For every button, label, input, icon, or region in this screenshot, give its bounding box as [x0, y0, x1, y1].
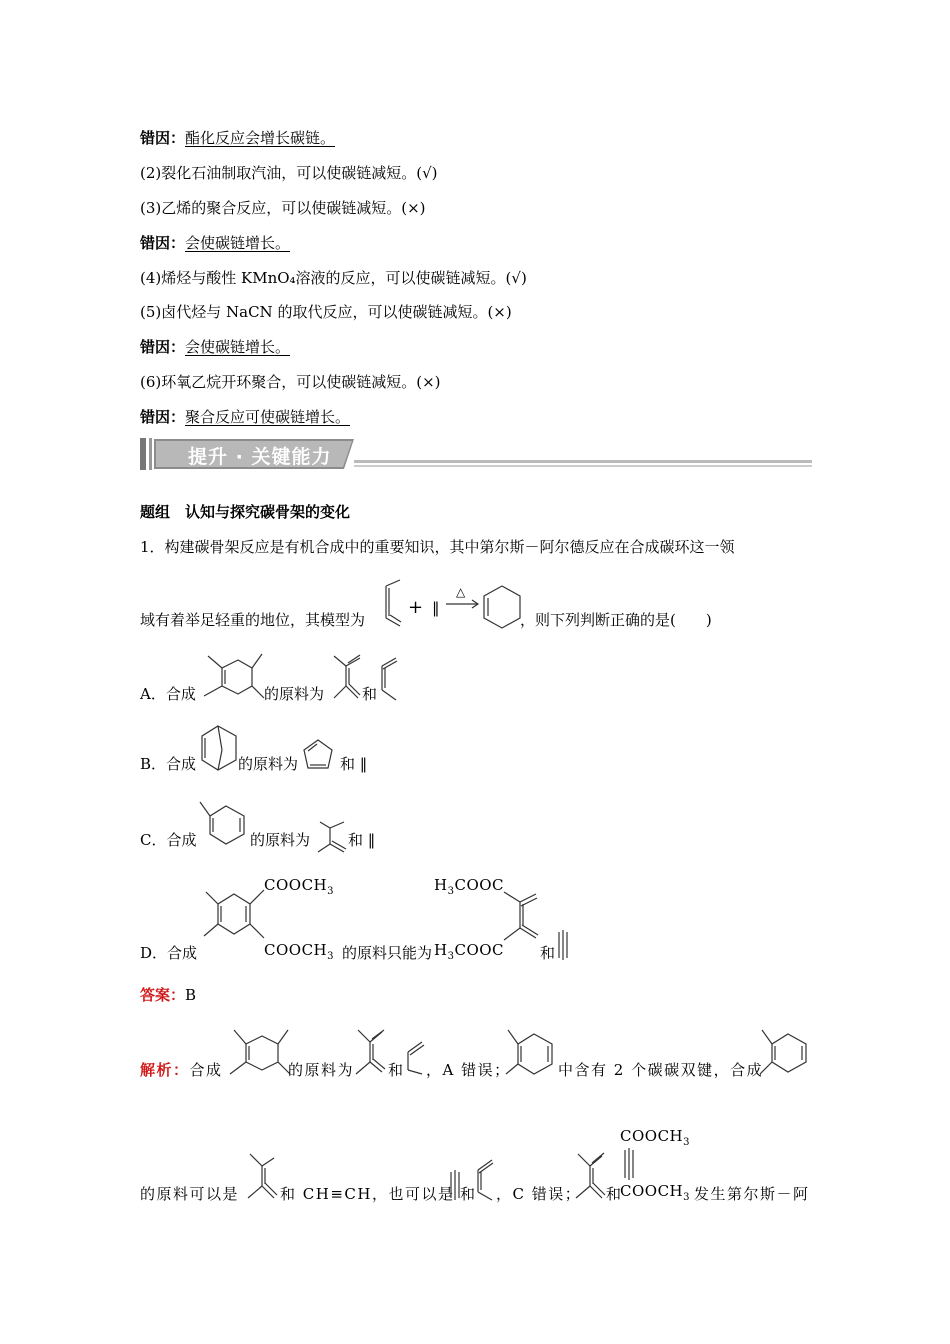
- analysis-cyclohexadiene-1: [504, 1028, 560, 1080]
- option-c-reactant: [314, 822, 350, 854]
- option-d-h3cooc-bottom: [434, 940, 504, 967]
- analysis-reactant-1: [352, 1026, 388, 1078]
- cooch3-text: COOCH: [264, 941, 328, 959]
- section-header: [140, 438, 812, 470]
- analysis-reactant-3: [244, 1152, 280, 1204]
- subscript: 3: [683, 1137, 691, 1148]
- option-a-reactant-1: [330, 650, 364, 702]
- option-b-prefix: B．合成: [140, 755, 197, 773]
- error-reason-5: [140, 337, 290, 357]
- subscript: 3: [327, 886, 335, 897]
- cooch3-text: COOCH: [620, 1127, 684, 1145]
- cooch3-text: COOCH: [264, 876, 328, 894]
- analysis-and-q3: 和: [460, 1185, 476, 1203]
- subscript: 3: [447, 886, 455, 897]
- h-text: H: [434, 941, 448, 959]
- subscript: 3: [447, 951, 455, 962]
- option-d-cooch3-bottom: [264, 940, 334, 967]
- error-label: 错因：: [140, 408, 186, 426]
- error-text: 酯化反应会增长碳链。: [185, 129, 336, 147]
- question-stem-line2b: ，则下列判断正确的是( ): [520, 611, 712, 629]
- analysis-text-q4: ，C 错误；: [496, 1185, 582, 1203]
- analysis-product-1: [222, 1024, 292, 1082]
- question-stem-line2a: 域有着举足轻重的地位，其模型为: [140, 611, 366, 629]
- judgment-3: (3)乙烯的聚合反应，可以使碳链减短。(×): [140, 199, 426, 217]
- option-d-alkyne: [556, 928, 572, 962]
- error-text: 会使碳链增长。: [185, 234, 291, 252]
- analysis-text-2: 的原料为: [288, 1061, 355, 1079]
- question-group-title: 题组 认知与探究碳骨架的变化: [140, 503, 351, 521]
- analysis-reactant-2: [404, 1040, 428, 1076]
- answer-label: 答案：: [140, 986, 186, 1004]
- analysis-line2-start: 的原料可以是: [140, 1185, 240, 1203]
- judgment-4: (4)烯烃与酸性 KMnO₄溶液的反应，可以使碳链减短。(√): [140, 269, 527, 287]
- option-a[interactable]: [140, 684, 196, 704]
- error-label: 错因：: [140, 234, 186, 252]
- h-text: H: [434, 876, 448, 894]
- analysis-reactant-5: [572, 1150, 608, 1204]
- analysis-cooch3-bottom: [620, 1181, 690, 1208]
- heat-symbol: △: [456, 585, 466, 599]
- subscript: 3: [683, 1192, 691, 1203]
- question-stem-line1: 1．构建碳骨架反应是有机合成中的重要知识，其中第尔斯－阿尔德反应在合成碳环这一领: [140, 538, 735, 556]
- option-d[interactable]: [140, 943, 197, 963]
- analysis-and-q5: 和: [606, 1185, 622, 1203]
- section-title: 提升 · 关键能力: [188, 446, 332, 468]
- option-a-prefix: A．合成: [140, 685, 196, 703]
- analysis-and-1: 和: [388, 1061, 404, 1079]
- error-reason-1: [140, 128, 335, 148]
- error-label: 错因：: [140, 338, 186, 356]
- analysis-alkyne-2: [622, 1146, 638, 1182]
- judgment-2: (2)裂化石油制取汽油，可以使碳链减短。(√): [140, 164, 438, 182]
- option-b[interactable]: [140, 754, 196, 774]
- answer-value: B: [185, 986, 197, 1004]
- analysis-reactant-4: [474, 1158, 498, 1202]
- analysis-text: 合成: [189, 1061, 223, 1079]
- error-reason-3: [140, 233, 290, 253]
- option-d-h3cooc-top: [434, 875, 504, 902]
- analysis-label: 解析：: [140, 1061, 190, 1079]
- cooc-text: COOC: [454, 876, 505, 894]
- option-d-and: 和: [540, 944, 556, 962]
- option-d-diene-structure: [502, 888, 544, 948]
- option-b-product-structure: [198, 722, 240, 774]
- error-reason-6: [140, 407, 350, 427]
- error-text: 聚合反应可使碳链增长。: [185, 408, 351, 426]
- option-a-and: 和: [362, 685, 378, 703]
- judgment-5: (5)卤代烃与 NaCN 的取代反应，可以使碳链减短。(×): [140, 303, 512, 321]
- option-b-cyclopentadiene: [302, 738, 336, 772]
- cooch3-text: COOCH: [620, 1182, 684, 1200]
- option-d-prefix: D．合成: [140, 944, 198, 962]
- option-a-mid: 的原料为: [264, 685, 325, 703]
- option-d-mid: 的原料只能为: [342, 944, 433, 962]
- option-c-product-structure: [196, 798, 252, 850]
- analysis-line1-start: [140, 1060, 223, 1080]
- error-text: 会使碳链增长。: [185, 338, 291, 356]
- option-d-cooch3-top: [264, 875, 334, 902]
- analysis-text-q6: 发生第尔斯－阿: [694, 1185, 810, 1203]
- analysis-text-q2: 和 CH≡CH，也可以是: [280, 1185, 455, 1203]
- option-b-mid: 的原料为: [238, 755, 299, 773]
- subscript: 3: [327, 951, 335, 962]
- cyclohexene-product: [480, 584, 524, 632]
- analysis-text-5: 中含有 2 个碳碳双键，合成: [558, 1061, 764, 1079]
- option-d-product-structure: [198, 880, 268, 956]
- analysis-cyclohexadiene-2: [758, 1026, 814, 1078]
- answer: [140, 985, 196, 1005]
- judgment-6: (6)环氧乙烷开环聚合，可以使碳链减短。(×): [140, 373, 441, 391]
- analysis-text-4: ，A 错误；: [426, 1061, 511, 1079]
- plus-sign: +: [408, 597, 424, 618]
- error-label: 错因：: [140, 129, 186, 147]
- cooc-text: COOC: [454, 941, 505, 959]
- ethylene-structure: ‖: [432, 599, 440, 617]
- option-c[interactable]: [140, 830, 196, 850]
- option-b-and: 和 ‖: [340, 755, 368, 773]
- option-a-product-structure: [196, 648, 266, 706]
- option-c-mid: 的原料为: [250, 831, 311, 849]
- option-a-reactant-2: [378, 656, 402, 704]
- option-c-and: 和 ‖: [348, 831, 376, 849]
- option-c-prefix: C．合成: [140, 831, 197, 849]
